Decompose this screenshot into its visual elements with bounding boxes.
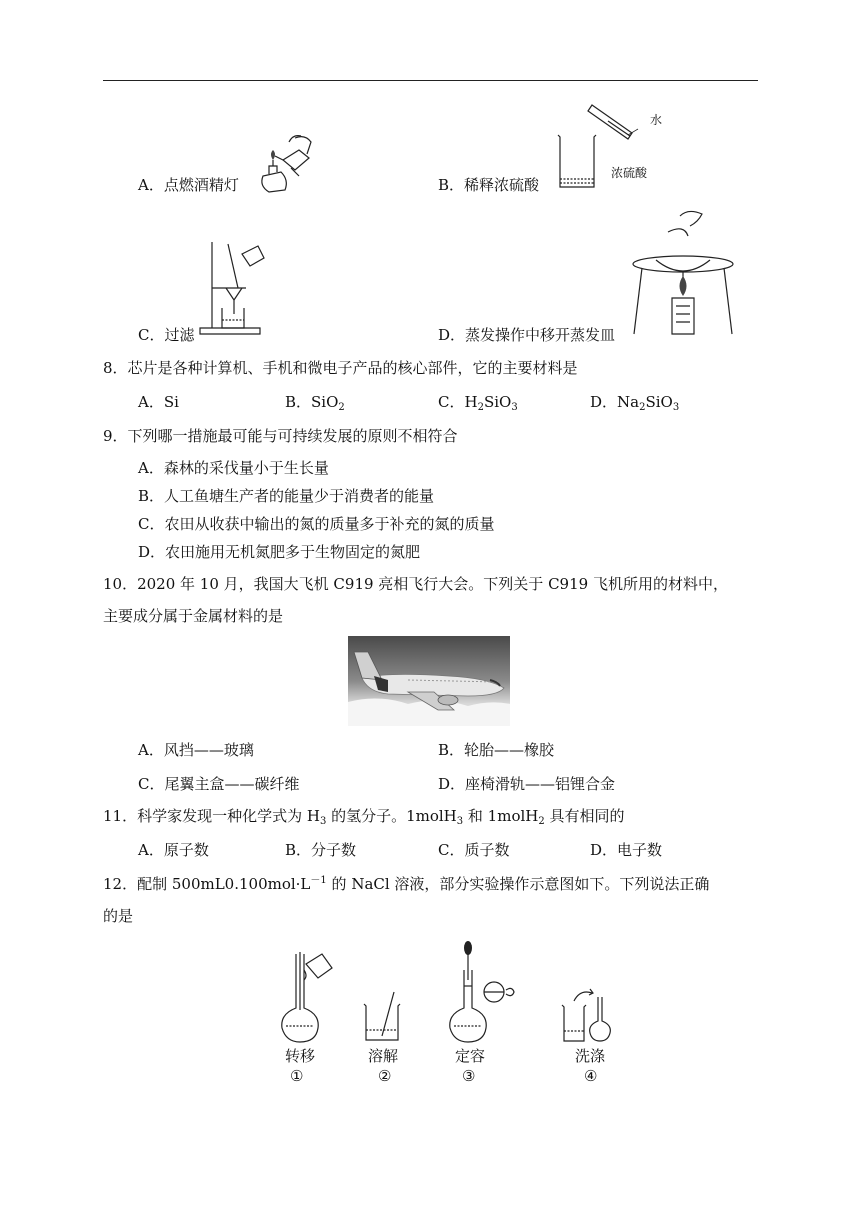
option-10a: A．风挡——玻璃 (138, 741, 254, 759)
question-8-stem: 8．芯片是各种计算机、手机和微电子产品的核心部件，它的主要材料是 (103, 359, 578, 377)
option-10b: B．轮胎——橡胶 (438, 741, 555, 759)
option-7d: D．蒸发操作中移开蒸发皿 (438, 326, 616, 344)
option-11d: D．电子数 (590, 841, 663, 859)
option-8c: C．$H_2SiO_3$ (438, 393, 518, 413)
option-7c: C．过滤 (138, 326, 195, 344)
step-number-2: ② (378, 1067, 392, 1085)
acid-label: 浓硫酸 (611, 166, 648, 180)
question-12-stem-line1: 12．配制 $500mL0.100mol\cdot L^{-1}$ 的 NaCl 溶液，部分实验操作示意图如下。下列说法正确 (103, 875, 710, 893)
alcohol-lamp-figure (255, 124, 315, 194)
transfer-flask-figure (278, 950, 336, 1044)
question-10-stem-line1: 10．2020 年 10 月，我国大飞机 C919 亮相飞行大会。下列关于 C919 飞机所用的材料中， (103, 575, 728, 593)
dissolve-beaker-figure (362, 990, 404, 1042)
option-11a: A．原子数 (138, 841, 209, 859)
step-label-transfer: 转移 (285, 1047, 316, 1065)
option-9a: A．森林的采伐量小于生长量 (138, 459, 329, 477)
option-8a: A．Si (138, 393, 179, 411)
water-label: 水 (650, 113, 663, 127)
evaporation-figure (628, 206, 738, 336)
c919-airplane-photo (348, 636, 510, 726)
option-9c: C．农田从收获中输出的氮的质量多于补充的氮的质量 (138, 515, 495, 533)
option-11b: B．分子数 (285, 841, 357, 859)
header-rule (103, 80, 758, 81)
option-9d: D．农田施用无机氮肥多于生物固定的氮肥 (138, 543, 421, 561)
option-8d: D．$Na_2SiO_3$ (590, 393, 680, 413)
question-11-stem: 11．科学家发现一种化学式为 $H_3$ 的氢分子。1molH$_3$ 和 1molH$_2$ 具有相同的 (103, 807, 625, 827)
step-number-4: ④ (584, 1067, 598, 1085)
question-12-stem-line2: 的是 (103, 907, 134, 925)
option-10d: D．座椅滑轨——铝锂合金 (438, 775, 616, 793)
step-label-fix-volume: 定容 (455, 1047, 486, 1065)
volume-flask-figure (448, 940, 518, 1044)
option-7b: B．稀释浓硫酸 (438, 176, 540, 194)
step-number-1: ① (290, 1067, 304, 1085)
option-10c: C．尾翼主盒——碳纤维 (138, 775, 300, 793)
filtration-figure (198, 240, 268, 336)
option-11c: C．质子数 (438, 841, 510, 859)
option-8b: B．SiO$_2$ (285, 393, 345, 413)
question-9-stem: 9．下列哪一措施最可能与可持续发展的原则不相符合 (103, 427, 458, 445)
option-9b: B．人工鱼塘生产者的能量少于消费者的能量 (138, 487, 435, 505)
step-label-dissolve: 溶解 (368, 1047, 399, 1065)
question-10-stem-line2: 主要成分属于金属材料的是 (103, 607, 284, 625)
washing-figure (560, 985, 616, 1043)
step-label-wash: 洗涤 (575, 1047, 606, 1065)
option-7a: A．点燃酒精灯 (138, 176, 239, 194)
step-number-3: ③ (462, 1067, 476, 1085)
